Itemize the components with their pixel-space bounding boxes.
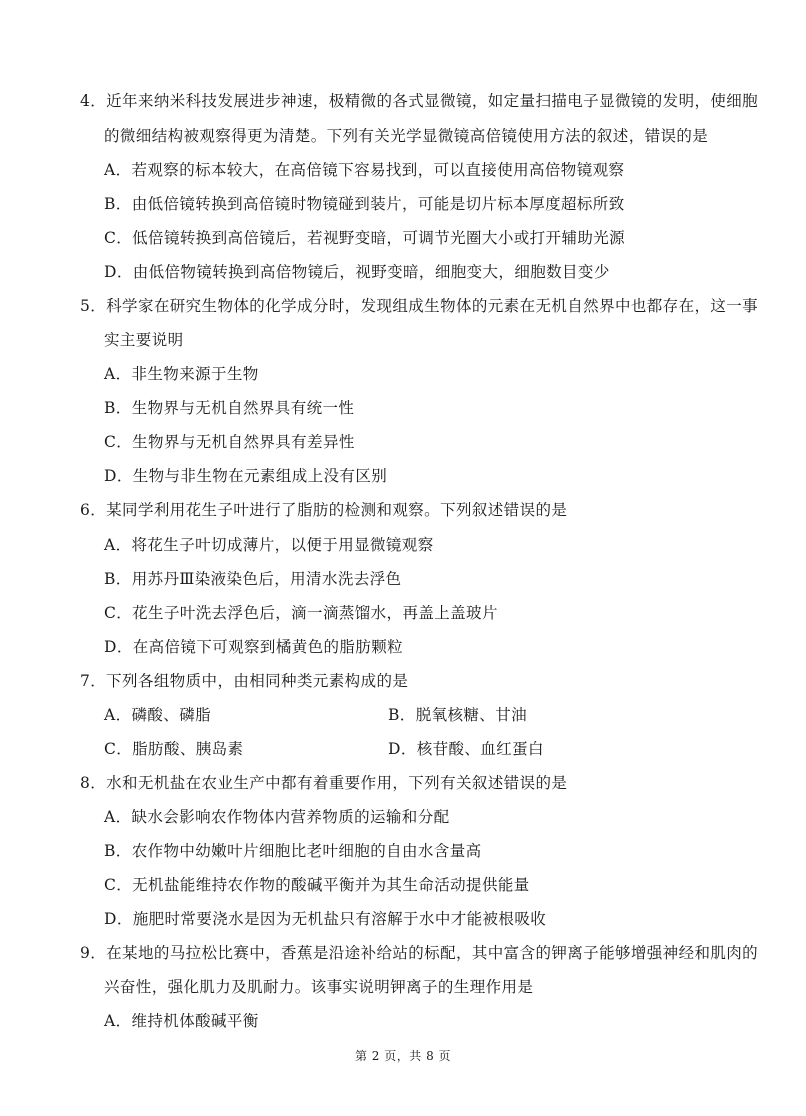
question-7-stem: 7．下列各组物质中，由相同种类元素构成的是	[80, 672, 409, 690]
question-7-option-d: D．核苷酸、血红蛋白	[388, 740, 544, 758]
question-7-option-b: B．脱氧核糖、甘油	[388, 706, 527, 724]
page-footer: 第 2 页，共 8 页	[354, 1049, 452, 1063]
question-6-option-d: D．在高倍镜下可观察到橘黄色的脂肪颗粒	[104, 638, 404, 656]
question-8-option-a: A．缺水会影响农作物体内营养物质的运输和分配	[104, 808, 450, 826]
question-7-option-c: C．脂肪酸、胰岛素	[104, 740, 244, 758]
question-7-option-a: A．磷酸、磷脂	[104, 706, 211, 724]
question-5-stem-line-1: 5．科学家在研究生物体的化学成分时，发现组成生物体的元素在无机自然界中也都存在，这一事	[80, 297, 759, 315]
question-4-stem-line-1: 4．近年来纳米科技发展进步神速，极精微的各式显微镜，如定量扫描电子显微镜的发明，使细胞	[80, 92, 759, 110]
question-4-option-c: C．低倍镜转换到高倍镜后，若视野变暗，可调节光圈大小或打开辅助光源	[104, 229, 626, 247]
question-6-option-c: C．花生子叶洗去浮色后，滴一滴蒸馏水，再盖上盖玻片	[104, 604, 498, 622]
question-5-stem-line-2: 实主要说明	[104, 331, 184, 349]
question-8-stem: 8．水和无机盐在农业生产中都有着重要作用，下列有关叙述错误的是	[80, 774, 568, 792]
question-4-option-a: A．若观察的标本较大，在高倍镜下容易找到，可以直接使用高倍物镜观察	[104, 161, 625, 179]
question-9-stem-line-1: 9．在某地的马拉松比赛中，香蕉是沿途补给站的标配，其中富含的钾离子能够增强神经和肌肉的	[80, 944, 759, 962]
question-5-option-d: D．生物与非生物在元素组成上没有区别	[104, 467, 388, 485]
question-8-option-b: B．农作物中幼嫩叶片细胞比老叶细胞的自由水含量高	[104, 842, 482, 860]
question-9-stem-line-2: 兴奋性，强化肌力及肌耐力。该事实说明钾离子的生理作用是	[104, 978, 534, 996]
question-5-option-a: A．非生物来源于生物	[104, 365, 259, 383]
question-6-option-a: A．将花生子叶切成薄片，以便于用显微镜观察	[104, 536, 434, 554]
question-8-option-c: C．无机盐能维持农作物的酸碱平衡并为其生命活动提供能量	[104, 876, 530, 894]
question-4-option-d: D．由低倍物镜转换到高倍物镜后，视野变暗，细胞变大，细胞数目变少	[104, 263, 610, 281]
question-9-option-a: A．维持机体酸碱平衡	[104, 1012, 259, 1030]
question-6-stem: 6．某同学利用花生子叶进行了脂肪的检测和观察。下列叙述错误的是	[80, 501, 568, 519]
question-6-option-b: B．用苏丹Ⅲ染液染色后，用清水洗去浮色	[104, 570, 402, 588]
question-8-option-d: D．施肥时常要浇水是因为无机盐只有溶解于水中才能被根吸收	[104, 910, 547, 928]
question-4-stem-line-2: 的微细结构被观察得更为清楚。下列有关光学显微镜高倍镜使用方法的叙述，错误的是	[104, 127, 709, 145]
question-4-option-b: B．由低倍镜转换到高倍镜时物镜碰到装片，可能是切片标本厚度超标所致	[104, 195, 625, 213]
question-5-option-c: C．生物界与无机自然界具有差异性	[104, 433, 355, 451]
question-5-option-b: B．生物界与无机自然界具有统一性	[104, 399, 355, 417]
